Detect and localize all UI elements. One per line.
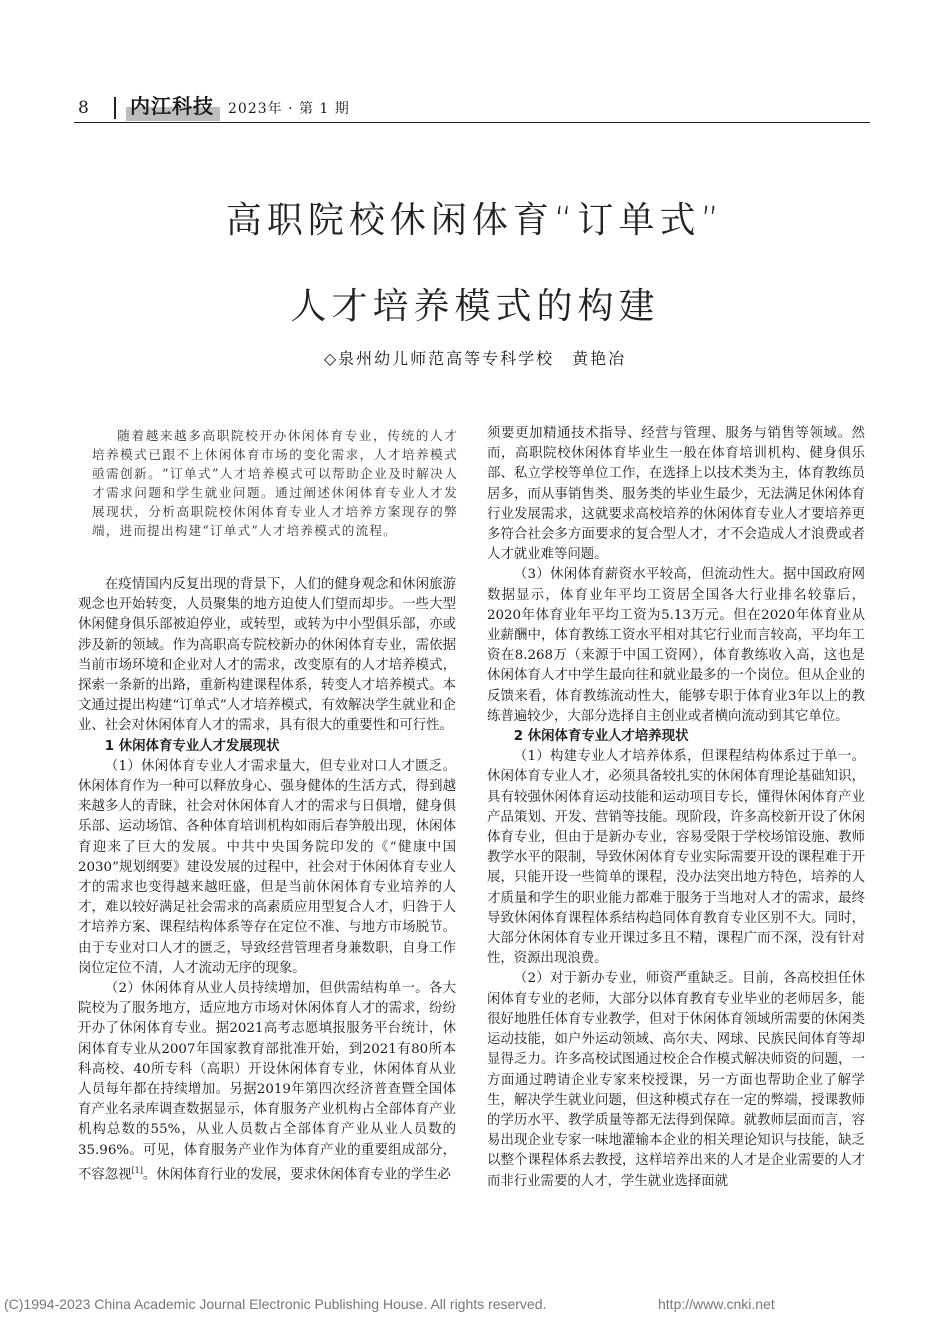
section-heading-2: 2 休闲体育专业人才培养现状 <box>513 729 689 745</box>
author-name: 黄艳冶 <box>572 349 627 368</box>
right-column <box>487 424 865 1192</box>
journal-logo: 内江科技 <box>126 90 220 121</box>
cnki-link[interactable]: http://www.cnki.net <box>658 1296 775 1312</box>
running-header <box>74 92 870 123</box>
article-title-line1: 高职院校休闲体育“订单式” <box>225 200 725 241</box>
copyright-notice: (C)1994-2023 China Academic Journal Electronic Publishing House. All rights reserved. <box>4 1296 547 1312</box>
left-column <box>78 575 456 1186</box>
issue-label: 2023年 · 第 1 期 <box>228 101 350 117</box>
author-affiliation: 泉州幼儿师范高等专科学校 <box>338 349 555 368</box>
paragraph-1-2-continued: 须要更加精通技术指导、经营与管理、服务与销售等领域。然而，高职院校休闲体育毕业生一般在体育培训机构、健身俱乐部、私立学校等单位工作，在选择上以技术类为主，体育教练员居多，而从事销售类、服务类的毕业生最少，无法满足休闲体育行业发展需求，这就要求高校培养的休闲体育专业人才要培养更多符合社会多方面要求的复合型人才，才不会造成人才浪费或者人才就业难等问题。 <box>487 426 865 563</box>
header-divider <box>114 97 116 119</box>
author-line <box>0 346 950 369</box>
section-heading-1: 1 休闲体育专业人才发展现状 <box>104 738 280 754</box>
abstract: 随着越来越多高职院校开办休闲体育专业，传统的人才培养模式已跟不上休闲体育市场的变化需求，人才培养模式亟需创新。“订单式”人才培养模式可以帮助企业及时解决人才需求问题和学生就业问题。通过阐述休闲体育专业人才发展现状，分析高职院校休闲体育专业人才培养方案现存的弊端，进而提出构建“订单式”人才培养模式的流程。 <box>92 428 458 538</box>
author-marker: ◇ <box>323 349 339 368</box>
intro-paragraph: 在疫情国内反复出现的背景下，人们的健身观念和休闲旅游观念也开始转变，人员聚集的地方迫使人们望而却步。一些大型休闲健身俱乐部被迫停业，或转型，或转为中小型俱乐部，亦或涉及新的领域。作为高职高专院校新办的休闲体育专业，需依据当前市场环境和企业对人才的需求，改变原有的人才培养模式，探索一条新的出路，重新构建课程体系，转变人才培养模式。本文通过提出构建“订单式”人才培养模式，有效解决学生就业和企业、社会对休闲体育人才的需求，具有很大的重要性和可行性。 <box>78 577 456 734</box>
article-title-line2: 人才培养模式的构建 <box>290 286 660 327</box>
citation-ref: [1] <box>131 1165 143 1175</box>
paragraph-1-1: （1）休闲体育专业人才需求量大，但专业对口人才匮乏。休闲体育作为一种可以释放身心、强身健体的生活方式，得到越来越多人的青睐，社会对休闲体育人才的需求与日俱增，健身俱乐部、运动场馆、各种体育培训机构如雨后春笋般出现，休闲体育迎来了巨大的发展。中共中央国务院印发的《“健康中国2030”规划纲要》建设发展的过程中，社会对于休闲体育专业人才的需求也变得越来越旺盛，但是当前休闲体育专业培养的人才，难以较好满足社会需求的高素质应用型复合人才，归咎于人才培养方案、课程结构体系等存在定位不准、与地方市场脱节。由于专业对口人才的匮乏，导致经营管理者身兼数职，自身工作岗位定位不清，人才流动无序的现象。 <box>78 758 456 976</box>
paragraph-1-2 <box>78 979 456 1186</box>
paragraph-2-2: （2）对于新办专业，师资严重缺乏。目前，各高校担任休闲体育专业的老师，大部分以体育教育专业毕业的老师居多，能很好地胜任体育专业教学，但对于休闲体育领域所需要的休闲类运动技能，如户外运动领域、高尔夫、网球、民族民间体育等却显得乏力。许多高校试图通过校企合作模式解决师资的问题，一方面通过聘请企业专家来校授课，另一方面也帮助企业了解学生，解决学生就业问题，但这种模式存在一定的弊端，授课教师的学历水平、教学质量等都无法得到保障。就教师层面而言，容易出现企业专家一味地灌输本企业的相关理论知识与技能，缺乏以整个课程体系去教授，这样培养出来的人才是企业需要的人才而非行业需要的人才，学生就业选择面就 <box>487 971 865 1189</box>
paragraph-1-2-part2: 。休闲体育行业的发展，要求休闲体育专业的学生必 <box>142 1167 451 1183</box>
paragraph-1-3: （3）休闲体育薪资水平较高，但流动性大。据中国政府网数据显示，体育业年平均工资居全国各大行业排名较靠后，2020年体育业年平均工资为5.13万元。但在2020年体育业从业薪酬中，体育教练工资水平相对其它行业而言较高，平均年工资在8.268万（来源于中国工资网），体育教练收入高，这也是休闲体育人才中学生最向往和就业最多的一个岗位。但从企业的反馈来看，体育教练流动性大，能够专职于体育业3年以上的教练普遍较少，大部分选择自主创业或者横向流动到其它单位。 <box>487 567 865 724</box>
paragraph-1-2-part1: （2）休闲体育从业人员持续增加，但供需结构单一。各大院校为了服务地方，适应地方市场对休闲体育人才的需求，纷纷开办了休闲体育专业。据2021高考志愿填报服务平台统计，休闲体育专业从2007年国家教育部批准开始，到2021有80所本科高校、40所专科（高职）开设休闲体育专业，休闲体育从业人员每年都在持续增加。另据2019年第四次经济普查暨全国体育产业名录库调查数据显示，体育服务产业机构占全部体育产业机构总数的55%，从业人员数占全部体育产业从业人员数的35.96%。可见，体育服务产业作为体育产业的重要组成部分，不容忽视 <box>78 981 456 1183</box>
page-number: 8 <box>78 98 89 118</box>
paragraph-2-1: （1）构建专业人才培养体系，但课程结构体系过于单一。休闲体育专业人才，必须具备较扎实的休闲体育理论基础知识，具有较强休闲体育运动技能和运动项目专长，懂得休闲体育产业产品策划、开发、营销等技能。现阶段，许多高校新开设了休闲体育专业，但由于是新办专业，容易受限于学校场馆设施、教师教学水平的限制，导致休闲体育专业实际需要开设的课程难于开展，只能开设一些简单的课程，没办法突出地方特色，培养的人才质量和学生的职业能力都难于服务于当地对人才的需求，最终导致休闲体育课程体系结构趋同体育教育专业区别不大。同时，大部分休闲体育专业开课过多且不精，课程广而不深，没有针对性，资源出现浪费。 <box>487 749 865 967</box>
